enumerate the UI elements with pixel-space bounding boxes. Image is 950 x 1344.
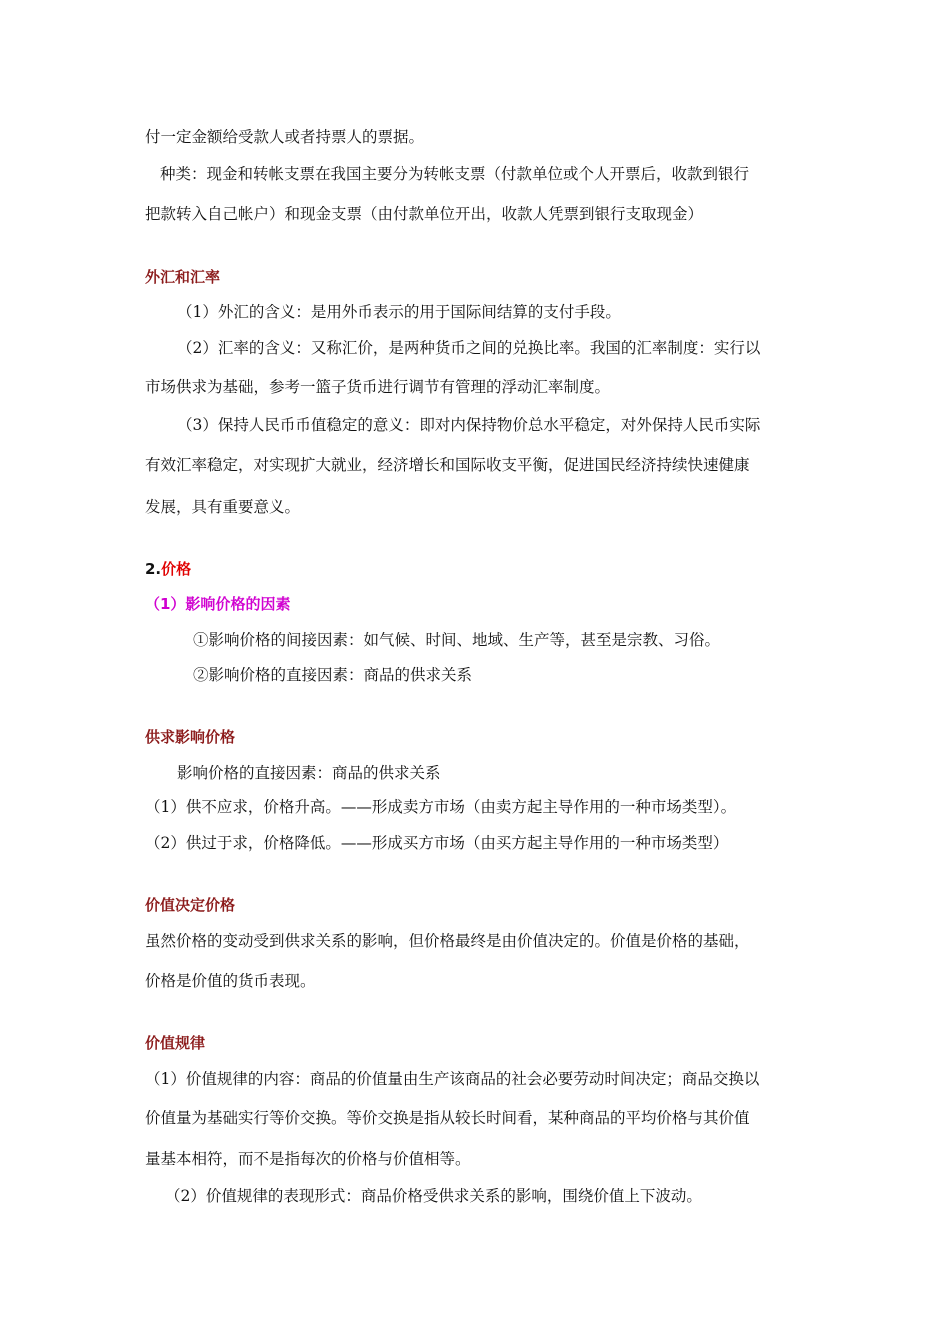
forex-line-3: 市场供求为基础，参考一篮子货币进行调节有管理的浮动汇率制度。 [145,378,611,396]
law-line-2: 价值量为基础实行等价交换。等价交换是指从较长时间看，某种商品的平均价格与其价值 [145,1109,750,1127]
heading-supply-demand: 供求影响价格 [145,728,236,746]
intro-line-2: 种类：现金和转帐支票在我国主要分为转帐支票（付款单位或个人开票后，收款到银行 [160,165,750,183]
forex-line-2: （2）汇率的含义：又称汇价，是两种货币之间的兑换比率。我国的汇率制度：实行以 [177,339,761,357]
section-title: 价格 [161,560,192,578]
subheading-price-factors: （1）影响价格的因素 [145,595,291,613]
section-number: 2. [145,560,162,578]
forex-line-6: 发展，具有重要意义。 [145,498,301,516]
intro-line-1: 付一定金额给受款人或者持票人的票据。 [145,128,425,146]
supply-line-2: （1）供不应求，价格升高。——形成卖方市场（由卖方起主导作用的一种市场类型）。 [145,798,737,816]
supply-line-1: 影响价格的直接因素：商品的供求关系 [177,764,441,782]
heading-price [145,559,191,579]
heading-law-of-value: 价值规律 [145,1034,206,1052]
law-line-3: 量基本相符，而不是指每次的价格与价值相等。 [145,1150,471,1168]
value-line-2: 价格是价值的货币表现。 [145,972,316,990]
forex-line-5: 有效汇率稳定，对实现扩大就业，经济增长和国际收支平衡，促进国民经济持续快速健康 [145,456,750,474]
price-factor-indirect: ①影响价格的间接因素：如气候、时间、地域、生产等，甚至是宗教、习俗。 [193,631,721,649]
law-line-4: （2）价值规律的表现形式：商品价格受供求关系的影响，围绕价值上下波动。 [165,1187,702,1205]
forex-line-4: （3）保持人民币币值稳定的意义：即对内保持物价总水平稳定，对外保持人民币实际 [177,416,761,434]
law-line-1: （1）价值规律的内容：商品的价值量由生产该商品的社会必要劳动时间决定；商品交换以 [145,1070,760,1088]
heading-forex: 外汇和汇率 [145,268,221,286]
price-factor-direct: ②影响价格的直接因素：商品的供求关系 [193,666,473,684]
forex-line-1: （1）外汇的含义：是用外币表示的用于国际间结算的支付手段。 [177,303,621,321]
heading-value-determines-price: 价值决定价格 [145,896,236,914]
value-line-1: 虽然价格的变动受到供求关系的影响，但价格最终是由价值决定的。价值是价格的基础， [145,932,750,950]
intro-line-3: 把款转入自己帐户）和现金支票（由付款单位开出，收款人凭票到银行支取现金） [145,205,704,223]
supply-line-3: （2）供过于求，价格降低。——形成买方市场（由买方起主导作用的一种市场类型） [145,834,729,852]
